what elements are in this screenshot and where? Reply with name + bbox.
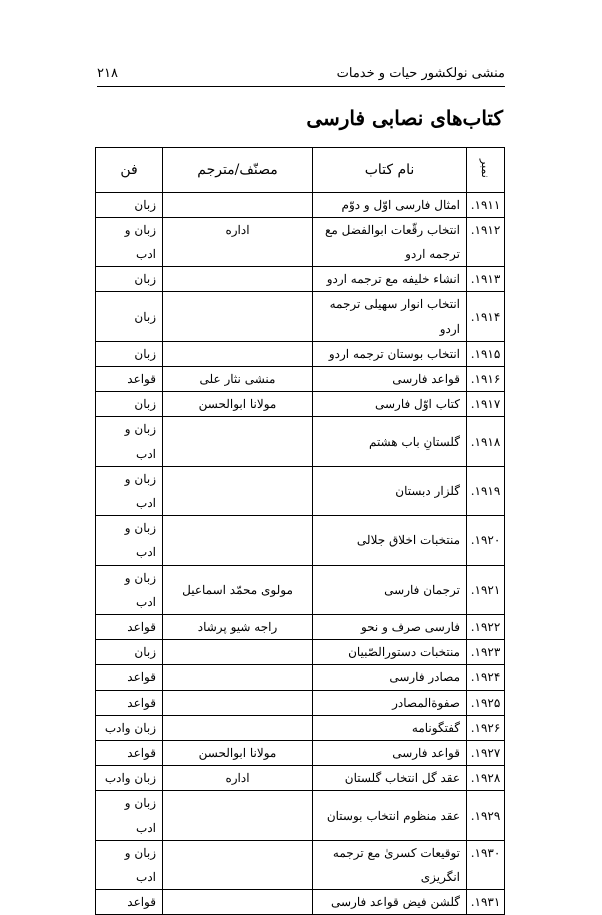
book-author: اداره	[163, 218, 313, 267]
row-number: ۱۹۳۱.	[467, 889, 505, 914]
table-row	[96, 615, 505, 640]
row-number: ۱۹۲۱.	[467, 565, 505, 614]
book-title: کتاب اوّل فارسی	[313, 392, 467, 417]
book-field: زبان و ادب	[96, 466, 163, 515]
table-row	[96, 392, 505, 417]
table-body	[96, 193, 505, 915]
table-row	[96, 715, 505, 740]
book-title: ترجمان فارسی	[313, 565, 467, 614]
table-row	[96, 690, 505, 715]
row-number: ۱۹۳۰.	[467, 840, 505, 889]
row-number: ۱۹۱۹.	[467, 466, 505, 515]
book-title: مصادر فارسی	[313, 665, 467, 690]
table-row	[96, 292, 505, 341]
table-header-row	[96, 148, 505, 193]
running-title: منشی نولکشور حیات و خدمات	[336, 65, 505, 81]
book-author	[163, 267, 313, 292]
book-title: گلشن فیض قواعد فارسی	[313, 889, 467, 914]
row-number: ۱۹۲۷.	[467, 741, 505, 766]
book-title: منتخبات دستورالصّبیان	[313, 640, 467, 665]
book-field: زبان و ادب	[96, 840, 163, 889]
book-field: زبان	[96, 267, 163, 292]
book-title: گلزار دبستان	[313, 466, 467, 515]
book-author	[163, 516, 313, 565]
book-title: فارسی صرف و نحو	[313, 615, 467, 640]
book-field: زبان و ادب	[96, 218, 163, 267]
row-number: ۱۹۱۵.	[467, 341, 505, 366]
book-title: امثال فارسی اوّل و دوّم	[313, 193, 467, 218]
row-number: ۱۹۱۳.	[467, 267, 505, 292]
table-row	[96, 516, 505, 565]
book-field: قواعد	[96, 367, 163, 392]
column-header-field: فن	[96, 148, 163, 193]
row-number: ۱۹۲۰.	[467, 516, 505, 565]
row-number: ۱۹۲۸.	[467, 766, 505, 791]
book-title: منتخبات اخلاق جلالی	[313, 516, 467, 565]
book-author	[163, 840, 313, 889]
book-title: انتخاب بوستان ترجمه اردو	[313, 341, 467, 366]
table-row	[96, 466, 505, 515]
column-header-number: نمبر	[467, 148, 505, 193]
book-title: انشاء خلیفه مع ترجمه اردو	[313, 267, 467, 292]
book-field: زبان و ادب	[96, 791, 163, 840]
book-field: قواعد	[96, 741, 163, 766]
header-rule	[97, 86, 505, 87]
book-field: قواعد	[96, 889, 163, 914]
book-title: گفتگونامه	[313, 715, 467, 740]
book-author	[163, 466, 313, 515]
book-author	[163, 791, 313, 840]
row-number: ۱۹۲۶.	[467, 715, 505, 740]
book-title: توقیعات کسریٰ مع ترجمه انگریزی	[313, 840, 467, 889]
table-row	[96, 218, 505, 267]
book-author	[163, 889, 313, 914]
book-title: عقد منظوم انتخاب بوستان	[313, 791, 467, 840]
row-number: ۱۹۲۳.	[467, 640, 505, 665]
book-field: قواعد	[96, 690, 163, 715]
row-number: ۱۹۱۱.	[467, 193, 505, 218]
book-author: اداره	[163, 766, 313, 791]
book-title: انتخاب رقّعات ابوالفضل مع ترجمه اردو	[313, 218, 467, 267]
book-author	[163, 341, 313, 366]
book-author	[163, 665, 313, 690]
section-title: کتاب‌های نصابی فارسی	[306, 106, 503, 130]
book-field: زبان و ادب	[96, 565, 163, 614]
row-number: ۱۹۲۹.	[467, 791, 505, 840]
row-number: ۱۹۲۵.	[467, 690, 505, 715]
running-header	[97, 62, 505, 84]
table-row	[96, 791, 505, 840]
book-field: زبان	[96, 341, 163, 366]
book-field: زبان وادب	[96, 766, 163, 791]
book-title: عقد گل انتخاب گلستان	[313, 766, 467, 791]
book-author	[163, 640, 313, 665]
book-author	[163, 193, 313, 218]
table-row	[96, 267, 505, 292]
page-number: ۲۱۸	[97, 65, 118, 81]
table-row	[96, 889, 505, 914]
table-row	[96, 840, 505, 889]
table-row	[96, 766, 505, 791]
table-row	[96, 193, 505, 218]
row-number: ۱۹۱۷.	[467, 392, 505, 417]
column-header-author: مصنّف/مترجم	[163, 148, 313, 193]
books-table	[95, 147, 505, 915]
table-row	[96, 367, 505, 392]
book-field: زبان و ادب	[96, 417, 163, 466]
book-author	[163, 417, 313, 466]
book-author: منشی نثار علی	[163, 367, 313, 392]
column-header-title: نام کتاب	[313, 148, 467, 193]
book-title: قواعد فارسی	[313, 367, 467, 392]
row-number: ۱۹۱۸.	[467, 417, 505, 466]
book-field: زبان و ادب	[96, 516, 163, 565]
row-number: ۱۹۱۴.	[467, 292, 505, 341]
row-number: ۱۹۲۲.	[467, 615, 505, 640]
table-row	[96, 665, 505, 690]
book-author	[163, 292, 313, 341]
table-row	[96, 640, 505, 665]
book-author: مولانا ابوالحسن	[163, 392, 313, 417]
book-title: صفوةالمصادر	[313, 690, 467, 715]
book-field: زبان وادب	[96, 715, 163, 740]
book-title: گلستانِ باب هشتم	[313, 417, 467, 466]
book-field: زبان	[96, 193, 163, 218]
book-field: قواعد	[96, 665, 163, 690]
book-author	[163, 715, 313, 740]
book-author	[163, 690, 313, 715]
book-author: مولوی محمّد اسماعیل	[163, 565, 313, 614]
book-field: زبان	[96, 392, 163, 417]
book-field: زبان	[96, 640, 163, 665]
table-row	[96, 341, 505, 366]
book-title: قواعد فارسی	[313, 741, 467, 766]
table-row	[96, 741, 505, 766]
book-field: زبان	[96, 292, 163, 341]
book-field: قواعد	[96, 615, 163, 640]
table-row	[96, 417, 505, 466]
row-number: ۱۹۱۶.	[467, 367, 505, 392]
book-author: راجه شیو پرشاد	[163, 615, 313, 640]
book-author: مولانا ابوالحسن	[163, 741, 313, 766]
table-row	[96, 565, 505, 614]
row-number: ۱۹۲۴.	[467, 665, 505, 690]
book-title: انتخاب انوار سهیلی ترجمه اردو	[313, 292, 467, 341]
row-number: ۱۹۱۲.	[467, 218, 505, 267]
